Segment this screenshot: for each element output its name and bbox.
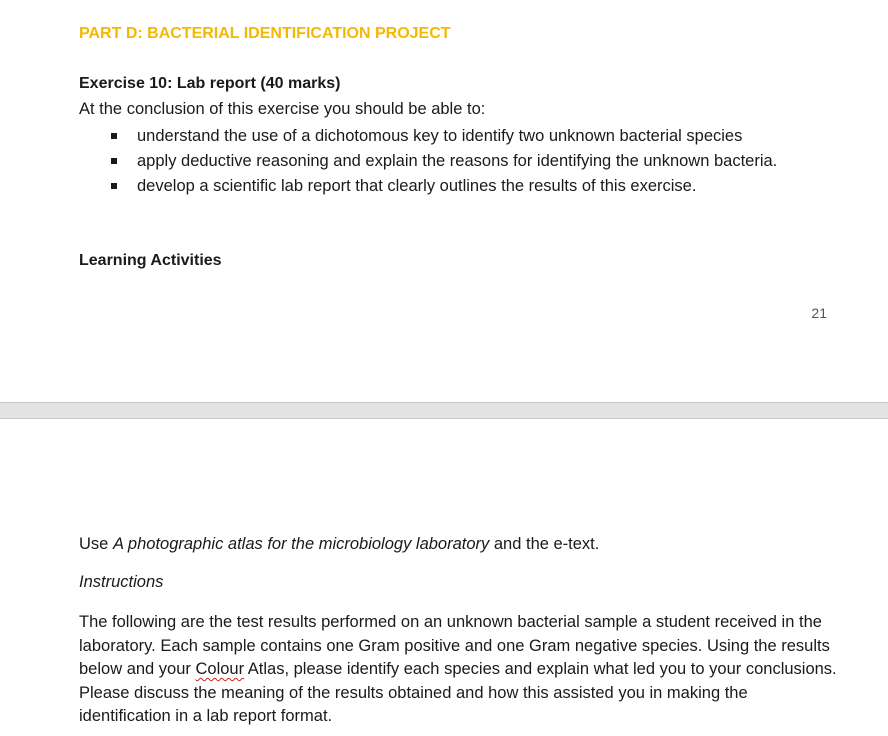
resources-prefix: Use [79,535,113,553]
spellcheck-flagged-word[interactable]: Colour [195,660,245,678]
list-item [110,174,777,199]
resources-suffix: and the e-text. [489,535,600,553]
list-item-text: apply deductive reasoning and explain the reasons for identifying the unknown bacteria. [137,152,778,170]
learning-outcomes-list [110,124,777,199]
square-bullet-icon [111,158,117,164]
instructions-heading: Instructions [79,573,164,591]
instructions-body [79,611,839,729]
list-item [110,124,777,149]
intro-text: At the conclusion of this exercise you should be able to: [79,100,486,118]
list-item-text: understand the use of a dichotomous key to identify two unknown bacterial species [137,127,743,145]
resources-line [79,535,599,554]
atlas-title: A photographic atlas for the microbiology laboratory [112,535,490,553]
square-bullet-icon [111,133,117,139]
exercise-title: Exercise 10: Lab report (40 marks) [79,75,341,92]
page-break-separator [0,402,888,419]
instructions-text-part1: The following are the test results performed on an unknown bacterial sample a student received in the laboratory. Each sample contains one Gram positive and one Gram negative species. Using the results below and your [79,613,830,678]
learning-activities-heading: Learning Activities [79,252,222,269]
document-page-22 [0,419,888,736]
list-item [110,149,777,174]
section-title: PART D: BACTERIAL IDENTIFICATION PROJECT [79,25,451,42]
square-bullet-icon [111,183,117,189]
instructions-text-part2: Atlas, please identify each species and explain what led you to your conclusions. Please discuss the meaning of the results obtained and how this assisted you in making the identification in a lab report format. [79,660,837,725]
page-number: 21 [811,305,827,321]
list-item-text: develop a scientific lab report that clearly outlines the results of this exercise. [137,177,697,195]
